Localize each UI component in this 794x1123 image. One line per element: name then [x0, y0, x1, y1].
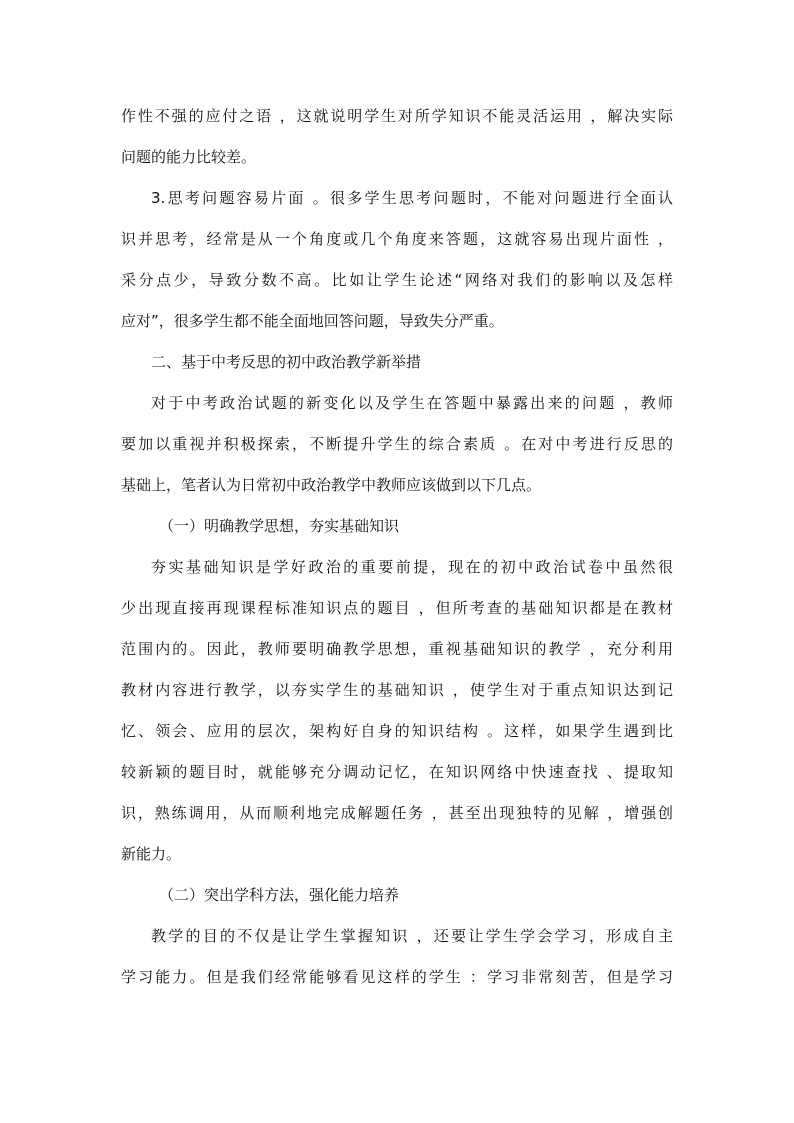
- paragraph-line: 忆、领会、应用的层次，架构好自身的知识结构 。这样，如果学生遇到比: [121, 722, 673, 740]
- paragraph-line: 基础上，笔者认为日常初中政治教学中教师应该做到以下几点。: [121, 476, 542, 494]
- body-text: [121, 96, 673, 998]
- paragraph-line: 识并思考，经常是从一个角度或几个角度来答题，这就容易出现片面性 ，: [121, 230, 673, 248]
- paragraph-line: 对于中考政治试题的新变化以及学生在答题中暴露出来的问题 ，教师: [151, 394, 673, 412]
- paragraph-line: 学习能力。但是我们经常能够看见这样的学生 ：学习非常刻苦，但是学习: [121, 968, 673, 986]
- paragraph-line: 新能力。: [121, 845, 182, 863]
- paragraph-line: 采分点少，导致分数不高。比如让学生论述“网络对我们的影响以及怎样: [121, 271, 673, 289]
- paragraph-line: 教学的目的不仅是让学生掌握知识 ，还要让学生学会学习，形成自主: [151, 927, 673, 945]
- paragraph-line: 识，熟练调用，从而顺利地完成解题任务 ，甚至出现独特的见解 ，增强创: [121, 804, 673, 822]
- paragraph-line: 问题的能力比较差。: [121, 148, 257, 166]
- paragraph-line: 范围内的。因此，教师要明确教学思想，重视基础知识的教学 ，充分利用: [121, 640, 673, 658]
- subsection-heading: （一）明确教学思想，夯实基础知识: [159, 517, 400, 535]
- paragraph-line: 教材内容进行教学，以夯实学生的基础知识 ，使学生对于重点知识达到记: [121, 681, 673, 699]
- paragraph-line: 要加以重视并积极探索，不断提升学生的综合素质 。在对中考进行反思的: [121, 435, 673, 453]
- subsection-heading: （二）突出学科方法，强化能力培养: [159, 886, 400, 904]
- paragraph-line: 作性不强的应付之语 ，这就说明学生对所学知识不能灵活运用 ，解决实际: [121, 107, 673, 125]
- paragraph-line: 应对”，很多学生都不能全面地回答问题，导致失分严重。: [121, 312, 504, 330]
- paragraph-line: 夯实基础知识是学好政治的重要前提，现在的初中政治试卷中虽然很: [151, 558, 673, 576]
- paragraph-line: 少出现直接再现课程标准知识点的题目 ，但所考查的基础知识都是在教材: [121, 599, 673, 617]
- section-heading: 二、基于中考反思的初中政治教学新举措: [151, 353, 422, 371]
- paragraph-line: 3.思考问题容易片面 。很多学生思考问题时，不能对问题进行全面认: [151, 189, 673, 207]
- paragraph-line: 较新颖的题目时，就能够充分调动记忆，在知识网络中快速查找 、提取知: [121, 763, 673, 781]
